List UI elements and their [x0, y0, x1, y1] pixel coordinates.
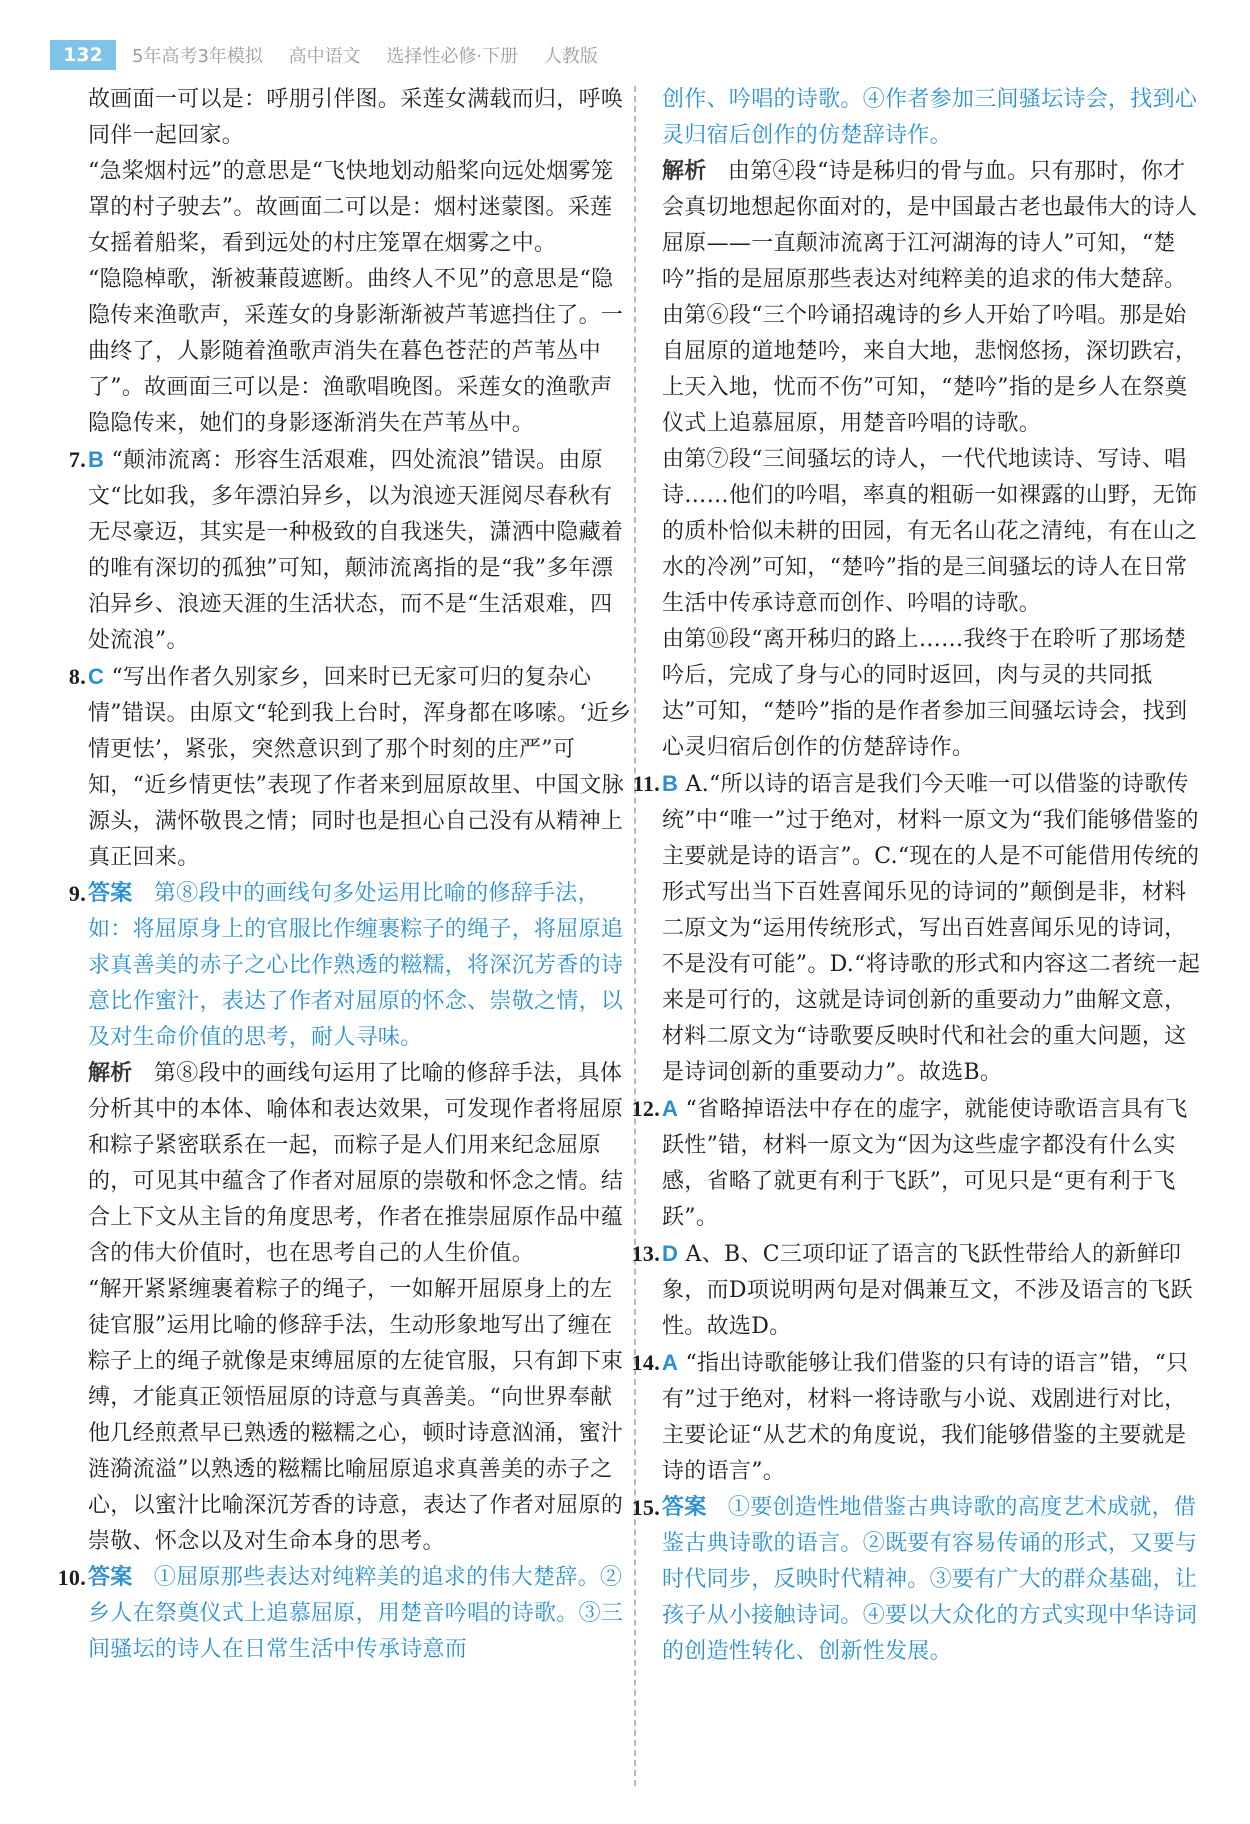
analysis-label: 解析: [662, 159, 707, 184]
question-9-analysis: [88, 1056, 633, 1272]
page-number: 132: [50, 40, 116, 70]
question-number: 7.: [68, 447, 86, 472]
answer-continuation: 创作、吟唱的诗歌。④作者参加三间骚坛诗会，找到心灵归宿后创作的仿楚辞诗作。: [662, 87, 1198, 148]
question-11: [632, 766, 1207, 1091]
explanation: “省略掉语法中存在的虚字，就能使诗歌语言具有飞跃性”错，材料一原文为“因为这些虚字都没有什么实感，省略了就更有利于飞跃”，可见只是“更有利于飞跃”。: [662, 1097, 1188, 1230]
series-title: 5年高考3年模拟: [132, 46, 263, 67]
answer-choice: A: [662, 1096, 679, 1121]
explanation: “指出诗歌能够让我们借鉴的只有诗的语言”错，“只有”过于绝对，材料一将诗歌与小说、戏剧进行对比，主要论证“从艺术的角度说，我们能够借鉴的主要就是诗的语言”。: [662, 1351, 1189, 1484]
subject-title: 高中语文: [288, 46, 361, 67]
question-number: 13.: [631, 1241, 660, 1266]
explanation: “颠沛流离：形容生活艰难，四处流浪”错误。由原文“比如我，多年漂泊异乡，以为浪迹天涯阅尽春秋有无尽豪迈，其实是一种极致的自我迷失，潇洒中隐藏着的唯有深切的孤独”可知，颠沛流离指的是“我”多年漂泊异乡、浪迹天涯的生活状态，而不是“生活艰难，四处流浪”。: [88, 448, 624, 653]
paragraph: 由第⑥段“三个吟诵招魂诗的乡人开始了吟唱。那是始自屈原的道地楚吟，来自大地，悲悯悠扬，深切跌宕，上天入地，忧而不伤”可知，“楚吟”指的是乡人在祭奠仪式上追慕屈原，用楚音吟唱的诗歌。: [662, 303, 1198, 436]
answer-label: 答案: [662, 1495, 707, 1520]
question-number: 9.: [68, 881, 86, 906]
answer-label: 答案: [88, 1565, 133, 1590]
volume-title: 选择性必修·下册: [386, 46, 519, 67]
question-number: 15.: [631, 1495, 660, 1520]
answer-text: 第⑧段中的画线句多处运用比喻的修辞手法，如：将屈原身上的官服比作缠裹粽子的绳子，将屈原追求真善美的赤子之心比作熟透的糍糯，将深沉芳香的诗意比作蜜汁，表达了作者对屈原的怀念、崇敬之情，以及对生命价值的思考，耐人寻味。: [88, 881, 624, 1050]
question-14: [631, 1345, 1207, 1490]
answer-choice: C: [88, 664, 105, 689]
paragraph: “隐隐棹歌，渐被蒹葭遮断。曲终人不见”的意思是“隐隐传来渔歌声，采莲女的身影渐渐被芦苇遮挡住了。一曲终了，人影随着渔歌声消失在暮色苍茫的芦苇丛中了”。故画面三可以是：渔歌唱晚图。采莲女的渔歌声隐隐传来，她们的身影逐渐消失在芦苇丛中。: [88, 267, 624, 436]
answer-text: ①要创造性地借鉴古典诗歌的高度艺术成就，借鉴古典诗歌的语言。②既要有容易传诵的形式，又要与时代同步，反映时代精神。③要有广大的群众基础，让孩子从小接触诗词。④要以大众化的方式实现中华诗词的创造性转化、创新性发展。: [662, 1495, 1198, 1664]
question-number: 11.: [632, 771, 660, 796]
left-column: [57, 82, 633, 1668]
running-title: [132, 42, 618, 68]
column-divider: [634, 86, 636, 1786]
question-number: 14.: [631, 1350, 660, 1375]
paragraph: “急桨烟村远”的意思是“飞快地划动船桨向远处烟雾笼罩的村子驶去”。故画面二可以是：烟村迷蒙图。采莲女摇着船桨，看到远处的村庄笼罩在烟雾之中。: [88, 159, 614, 256]
paragraph: “解开紧紧缠裹着粽子的绳子，一如解开屈原身上的左徒官服”运用比喻的修辞手法，生动形象地写出了缠在粽子上的绳子就像是束缚屈原的左徒官服，只有卸下束缚，才能真正领悟屈原的诗意与真善美。“向世界奉献他几经煎煮早已熟透的糍糯之心，顿时诗意汹涌，蜜汁涟漪流溢”以熟透的糍糯比喻屈原追求真善美的赤子之心，以蜜汁比喻深沉芳香的诗意，表达了作者对屈原的崇敬、怀念以及对生命本身的思考。: [88, 1277, 624, 1554]
question-10-analysis: [662, 154, 1207, 298]
answer-text: ①屈原那些表达对纯粹美的追求的伟大楚辞。②乡人在祭奠仪式上追慕屈原，用楚音吟唱的诗歌。③三间骚坛的诗人在日常生活中传承诗意而: [88, 1565, 624, 1662]
explanation: A.“所以诗的语言是我们今天唯一可以借鉴的诗歌传统”中“唯一”过于绝对，材料一原文为“我们能够借鉴的主要就是诗的语言”。C.“现在的人是不可能借用传统的形式写出当下百姓喜闻乐见的诗词的”颠倒是非，材料二原文为“运用传统形式，写出百姓喜闻乐见的诗词，不是没有可能”。D.“将诗歌的形式和内容这二者统一起来是可行的，这就是诗词创新的重要动力”曲解文意，材料二原文为“诗歌要反映时代和社会的重大问题，这是诗词创新的重要动力”。故选B。: [662, 772, 1201, 1085]
analysis-label: 解析: [88, 1061, 133, 1086]
analysis-text: 第⑧段中的画线句运用了比喻的修辞手法，具体分析其中的本体、喻体和表达效果，可发现作者将屈原和粽子紧密联系在一起，而粽子是人们用来纪念屈原的，可见其中蕴含了作者对屈原的崇敬和怀念之情。结合上下文从主旨的角度思考，作者在推崇屈原作品中蕴含的伟大价值时，也在思考自己的人生价值。: [88, 1061, 624, 1266]
analysis-text: 由第④段“诗是秭归的骨与血。只有那时，你才会真切地想起你面对的，是中国最古老也最伟大的诗人屈原——一直颠沛流离于江河湖海的诗人”可知，“楚吟”指的是屈原那些表达对纯粹美的追求的伟大楚辞。: [662, 159, 1198, 292]
question-number: 10.: [57, 1565, 86, 1590]
answer-choice: B: [88, 447, 105, 472]
answer-label: 答案: [88, 881, 133, 906]
edition-title: 人教版: [543, 46, 598, 67]
paragraph: 故画面一可以是：呼朋引伴图。采莲女满载而归，呼唤同伴一起回家。: [88, 87, 624, 148]
question-12: [631, 1091, 1207, 1236]
question-number: 12.: [631, 1096, 660, 1121]
right-column: [631, 82, 1207, 1670]
question-10: [57, 1560, 633, 1668]
question-13: [631, 1236, 1207, 1345]
explanation: A、B、C三项印证了语言的飞跃性带给人的新鲜印象，而D项说明两句是对偶兼互文，不涉及语言的飞跃性。故选D。: [662, 1242, 1193, 1339]
explanation: “写出作者久别家乡，回来时已无家可归的复杂心情”错误。由原文“轮到我上台时，浑身都在哆嗦。‘近乡情更怯’，紧张，突然意识到了那个时刻的庄严”可知，“近乡情更怯”表现了作者来到屈原故里、中国文脉源头，满怀敬畏之情；同时也是担心自己没有从精神上真正回来。: [88, 665, 632, 870]
question-number: 8.: [68, 664, 86, 689]
question-9: [68, 876, 633, 1056]
paragraph: 由第⑦段“三间骚坛的诗人，一代代地读诗、写诗、唱诗……他们的吟唱，率真的粗砺一如裸露的山野，无饰的质朴恰似未耕的田园，有无名山花之清纯，有在山之水的冷冽”可知，“楚吟”指的是三间骚坛的诗人在日常生活中传承诗意而创作、吟唱的诗歌。: [662, 447, 1198, 616]
answer-choice: A: [662, 1350, 679, 1375]
question-15: [631, 1490, 1207, 1670]
paragraph: 由第⑩段“离开秭归的路上……我终于在聆听了那场楚吟后，完成了身与心的同时返回，肉与灵的共同抵达”可知，“楚吟”指的是作者参加三间骚坛诗会，找到心灵归宿后创作的仿楚辞诗作。: [662, 627, 1188, 760]
answer-choice: B: [662, 771, 679, 796]
page-header: [0, 36, 1250, 76]
question-7: [68, 442, 633, 659]
question-8: [68, 659, 633, 876]
answer-choice: D: [662, 1241, 679, 1266]
